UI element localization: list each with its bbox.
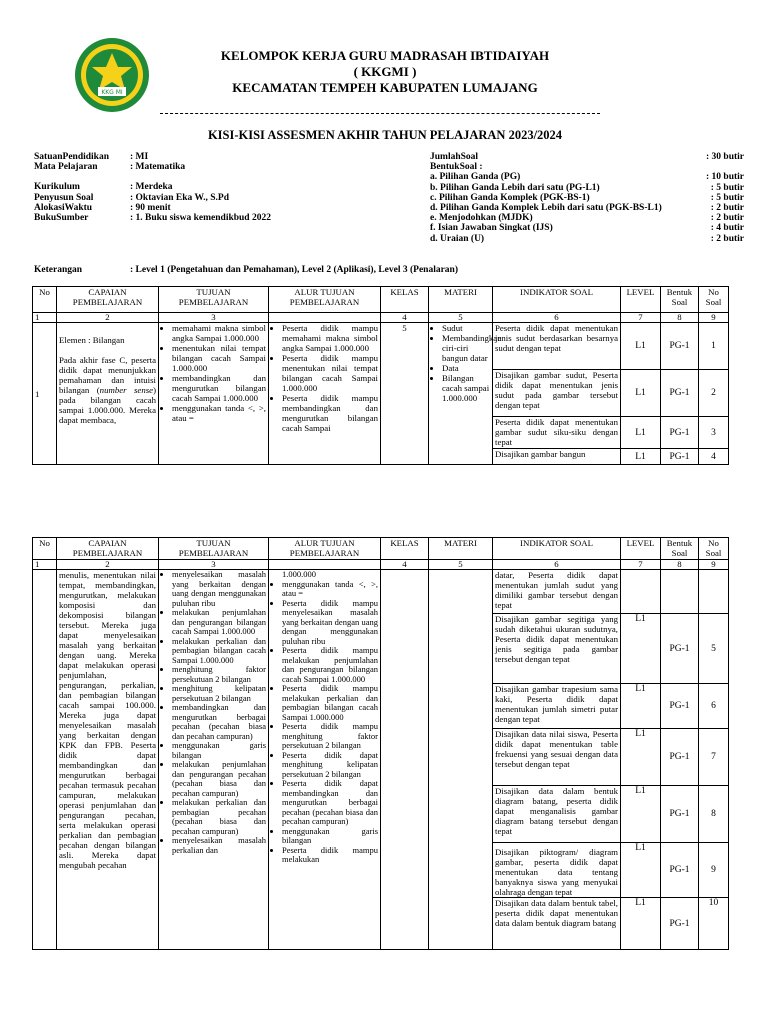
table-row: 1 Elemen : Bilangan Pada akhir fase C, peserta didik dapat menunjukkan pemahaman dan intuisi bilangan (number sense) pada bilangan cacah sampai 1.000.000. Mereka dapat membaca, • memahami makna simbol angka Sampai 1.000.000 • menentukan nilai tempat bilangan cacah Sampai 1.000.000 • membandingkan dan mengurutkan bilangan cacah Sampai 1.000.000 • menggunakan tanda <, >, atau = • Peserta didik mampu memahami makna simbol angka Sampai 1.000.000 • Peserta didik mampu menentukan nilai tempat bilangan cacah Sampai 1.000.000 • Peserta didik mampu membandingkan dan mengurutkan bilangan cacah Sampai 5 • Sudut • Membandingkan ciri-ciri bangun datar • Data • Bilangan cacah sampai 1.000.000 Peserta didik dapat menentukan jenis sudut berdasarkan besarnya sudut dengan tepat L1 PG-1 1	[33, 323, 729, 370]
info-label: Penyusun Soal	[34, 192, 94, 203]
table-header-row: No CAPAIAN PEMBELAJARAN TUJUAN PEMBELAJARAN ALUR TUJUAN PEMBELAJARAN KELAS MATERI INDIKATOR SOAL LEVEL Bentuk Soal No Soal	[33, 287, 729, 313]
info-left	[34, 152, 271, 223]
table-header-row: No CAPAIAN PEMBELAJARAN TUJUAN PEMBELAJARAN ALUR TUJUAN PEMBELAJARAN KELAS MATERI INDIKATOR SOAL LEVEL Bentuk Soal No Soal	[33, 538, 729, 560]
info-value: : 1. Buku siswa kemendikbud 2022	[130, 213, 271, 224]
table-row: Peserta didik dapat menentukan gambar sudut siku-siku dengan tepat L1 PG-1 3	[33, 417, 729, 449]
logo-text: KKG MI	[101, 89, 123, 96]
table-row: menulis, menentukan nilai tempat, membandingkan, mengurutkan, melakukan komposisi dan dekomposisi bilangan tersebut. Mereka juga dapat menyelesaikan masalah yang berkaitan dengan uang. Mereka dapat melakukan operasi penjumlahan, pengurangan, perkalian, dan pembagian bilangan cacah sampai 100.000. Mereka juga dapat menyelesaikan masalah yang berkaitan dengan KPK dan FPB. Peserta didik dapat membandingkan dan mengurutkan berbagai pecahan termasuk pecahan campuran, melakukan operasi penjumlahan dan pengurangan pecahan, serta melakukan operasi perkalian dan pembagian pecahan dengan bilangan asli. Mereka dapat mengubah pecahan • menyelesaikan masalah yang berkaitan dengan uang dengan menggunakan puluhan ribu • melakukan penjumlahan dan pengurangan bilangan cacah Sampai 1.000.000 • melakukan perkalian dan pembagian bilangan cacah Sampai 1.000.000 • menghitung faktor persekutuan 2 bilangan • menghitung kelipatan persekutuan 2 bilangan • membandingkan dan mengurutkan berbagai pecahan (pecahan biasa dan pecahan campuran) • menggunakan garis bilangan • melakukan penjumlahan dan pengurangan pecahan (pecahan biasa dan pecahan campuran) • melakukan perkalian dan pembagian pecahan (pecahan biasa dan pecahan campuran) • menyelesaikan masalah perkalian dan 1.000.000 • menggunakan tanda <, >, atau = • Peserta didik mampu menyelesaikan masalah yang berkaitan dengan uang dengan menggunakan puluhan ribu • Peserta didik mampu melakukan penjumlahan dan pengurangan bilangan cacah Sampai 1.000.000 • Peserta didik mampu melakukan perkalian dan pembagian bilangan cacah Sampai 1.000.000 • Peserta didik mampu menghitung faktor persekutuan 2 bilangan • Peserta didik dapat menghitung kelipatan persekutuan 2 bilangan • Peserta didik dapat membandingkan dan mengurutkan berbagai pecahan (pecahan biasa dan pecahan campuran) • menggunakan garis bilangan • Peserta didik mampu melakukan datar, Peserta didik dapat menentukan jumlah sudut yang dimiliki gambar tersebut dengan tepat	[33, 570, 729, 614]
header-line-3: KECAMATAN TEMPEH KABUPATEN LUMAJANG	[232, 80, 538, 95]
column-number-row: 1 2 3 4 5 6 7 8 9	[33, 560, 729, 570]
info-label: Mata Pelajaran	[34, 162, 98, 173]
table-row: Disajikan gambar trapesium sama kaki, Peserta didik dapat menentukan jumlah simetri putar dengan tepat L1 PG-1 6	[33, 684, 729, 729]
info-label: SatuanPendidikan	[34, 152, 109, 162]
keterangan: Keterangan : Level 1 (Pengetahuan dan Pemahaman), Level 2 (Aplikasi), Level 3 (Penalaran)	[34, 265, 458, 275]
header-divider	[160, 113, 600, 114]
info-label: Kurikulum	[34, 182, 80, 193]
table-row: Disajikan gambar sudut, Peserta didik dapat menentukan jenis sudut pada gambar tersebut dengan tepat L1 PG-1 2	[33, 370, 729, 417]
info-label: AlokasiWaktu	[34, 202, 93, 213]
table-row: Disajikan data nilai siswa, Peserta didik dapat menentukan table frekuensi yang sesuai dengan data tersebut dengan tepat L1 PG-1 7	[33, 729, 729, 786]
table-row: Disajikan gambar segitiga yang sudah diketahui ukuran sudutnya, Peserta didik dapat menentukan jenis segitiga pada gambar tersebut dengan tepat L1 PG-1 5	[33, 614, 729, 684]
info-label: BukuSumber	[34, 213, 89, 224]
header-line-1: KELOMPOK KERJA GURU MADRASAH IBTIDAIYAH	[220, 48, 550, 63]
table-row: Disajikan data dalam bentuk tabel, peserta didik dapat menentukan data dalam bentuk diagram batang L1 PG-1 10	[33, 898, 729, 950]
kisi-table-1	[32, 286, 729, 465]
info-value: : Oktavian Eka W., S.Pd	[130, 192, 229, 203]
info-value: : Merdeka	[130, 182, 173, 193]
kkgmi-logo	[74, 37, 150, 113]
info-value: : Matematika	[130, 162, 186, 173]
table-row: Disajikan piktogram/ diagram gambar, peserta didik dapat menentukan data tentang banyaknya siswa yang menyukai olahraga dengan tepat L1 PG-1 9	[33, 843, 729, 898]
info-value: : 90 menit	[130, 202, 171, 213]
column-number-row: 1 2 3 4 5 6 7 8 9	[33, 313, 729, 323]
document-title: KISI-KISI ASSESMEN AKHIR TAHUN PELAJARAN 2023/2024	[207, 128, 563, 142]
kisi-table-2	[32, 537, 729, 950]
info-value: : MI	[130, 152, 149, 162]
info-right: JumlahSoal : 30 butir BentukSoal : a. Pilihan Ganda (PG) : 10 butir b. Pilihan Ganda Lebih dari satu (PG-L1) : 5 butir c. Pilihan Ganda Komplek (PGK-BS-1) : 5 butir d. Pilihan Ganda Komplek Lebih dari satu (PGK-BS-L1) : 2 butir e. Menjodohkan (MJDK) : 2 butir f. Isian Jawaban Singkat (IJS) : 4 butir d. Uraian (U) : 2 butir	[430, 152, 744, 244]
header-line-2: ( KKGMI )	[353, 64, 417, 79]
table-row: Disajikan gambar bangun L1 PG-1 4	[33, 449, 729, 465]
table-row: Disajikan data dalam bentuk diagram batang, peserta didik dapat menganalisis gambar diagram batang tersebut dengan tepat L1 PG-1 8	[33, 786, 729, 843]
